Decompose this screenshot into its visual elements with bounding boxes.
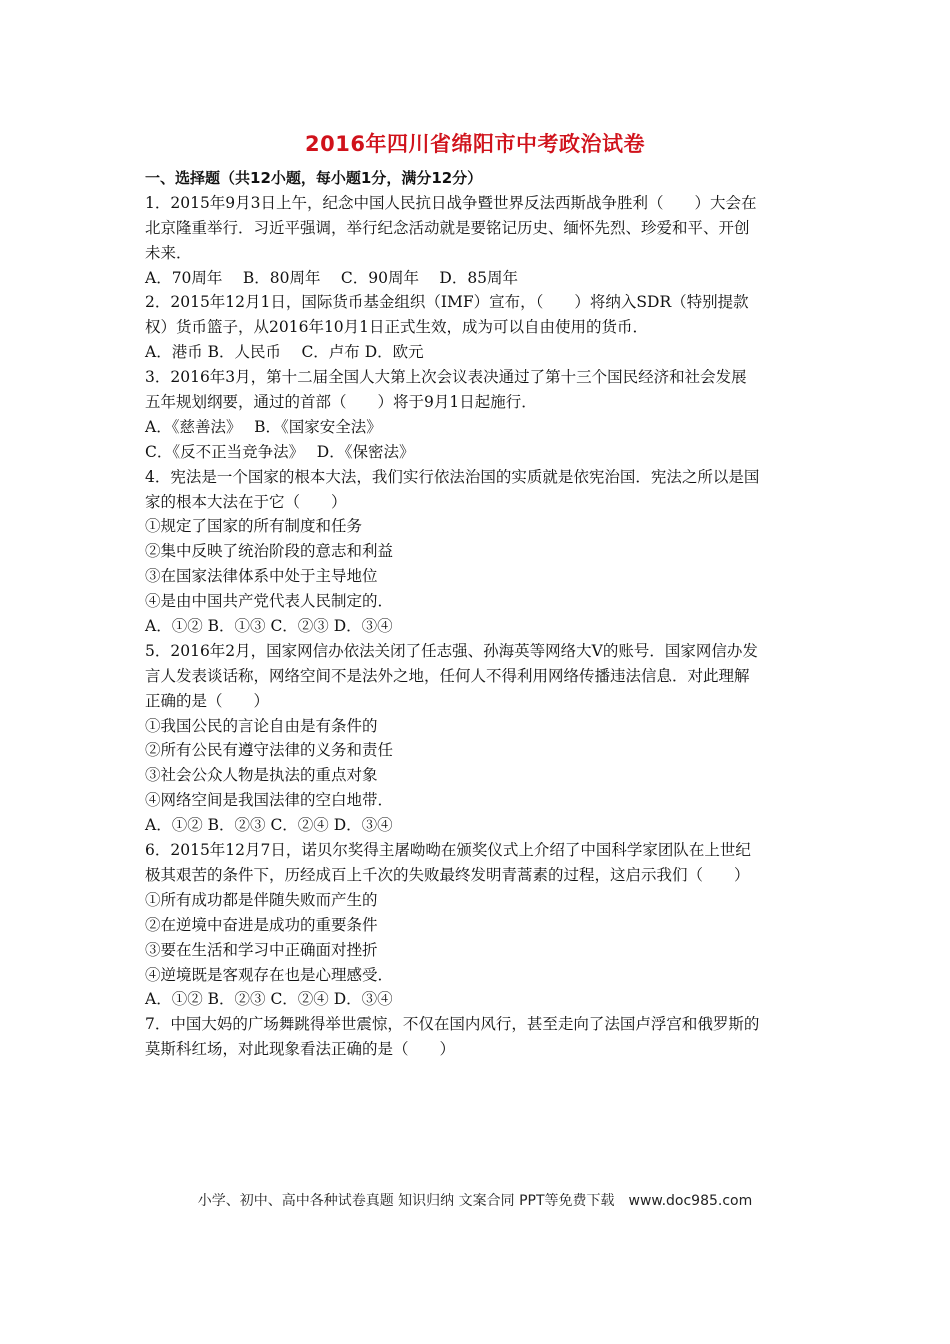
text-line: 北京隆重举行．习近平强调，举行纪念活动就是要铭记历史、缅怀先烈、珍爱和平、开创 [145,218,750,237]
text-line: A．港币 B．人民币 C．卢布 D．欧元 [145,343,424,362]
text-line: ①所有成功都是伴随失败而产生的 [145,890,378,909]
text-line: ④是由中国共产党代表人民制定的． [145,592,394,611]
text-line: 正确的是（ ） [145,691,270,710]
text-line: 未来． [145,243,192,262]
text-line: 3．2016年3月，第十二届全国人大第上次会议表决通过了第十三个国民经济和社会发展 [145,368,747,387]
text-line: 1．2015年9月3日上午，纪念中国人民抗日战争暨世界反法西斯战争胜利（ ）大会在 [145,193,757,212]
text-line: ②集中反映了统治阶段的意志和利益 [145,542,394,561]
text-line: ④网络空间是我国法律的空白地带． [145,791,394,810]
text-line: ④逆境既是客观存在也是心理感受． [145,965,394,984]
text-line: 6．2015年12月7日，诺贝尔奖得主屠呦呦在颁奖仪式上介绍了中国科学家团队在上世纪 [145,841,751,860]
text-line: 言人发表谈话称，网络空间不是法外之地，任何人不得利用网络传播违法信息．对此理解 [145,666,750,685]
text-line: A．①② B．①③ C．②③ D．③④ [145,617,393,636]
exam-content [145,166,815,1062]
text-line: 5．2016年2月，国家网信办依法关闭了任志强、孙海英等网络大V的账号．国家网信办发 [145,641,758,660]
page-title: 2016年四川省绵阳市中考政治试卷 [305,132,645,156]
question-text-block [145,191,815,1062]
text-line: 极其艰苦的条件下，历经成百上千次的失败最终发明青蒿素的过程，这启示我们（ ） [145,865,750,884]
text-line: 4．宪法是一个国家的根本大法，我们实行依法治国的实质就是依宪治国．宪法之所以是国 [145,467,760,486]
text-line: A．70周年 B．80周年 C．90周年 D．85周年 [145,268,519,287]
text-line: A．《慈善法》 B．《国家安全法》 [145,417,382,436]
text-line: ①规定了国家的所有制度和任务 [145,517,363,536]
text-line: ③社会公众人物是执法的重点对象 [145,766,378,785]
text-line: ①我国公民的言论自由是有条件的 [145,716,378,735]
text-line: ②在逆境中奋进是成功的重要条件 [145,915,378,934]
text-line: 7．中国大妈的广场舞跳得举世震惊，不仅在国内风行，甚至走向了法国卢浮宫和俄罗斯的 [145,1015,760,1034]
text-line: C．《反不正当竞争法》 D．《保密法》 [145,442,415,461]
text-line: 权）货币篮子，从2016年10月1日正式生效，成为可以自由使用的货币． [145,318,649,337]
text-line: A．①② B．②③ C．②④ D．③④ [145,990,393,1009]
text-line: A．①② B．②③ C．②④ D．③④ [145,816,393,835]
text-line: ②所有公民有遵守法律的义务和责任 [145,741,394,760]
text-line: 2．2015年12月1日，国际货币基金组织（IMF）宣布，（ ）将纳入SDR（特别提款 [145,293,749,312]
text-line: 莫斯科红场，对此现象看法正确的是（ ） [145,1040,456,1059]
text-line: 五年规划纲要，通过的首部（ ）将于9月1日起施行． [145,393,537,412]
section-heading: 一、选择题（共12小题，每小题1分，满分12分） [145,169,483,187]
text-line: ③要在生活和学习中正确面对挫折 [145,940,378,959]
text-line: ③在国家法律体系中处于主导地位 [145,567,378,586]
page-footer: 小学、初中、高中各种试卷真题 知识归纳 文案合同 PPT等免费下载 www.doc985.com [197,1193,753,1209]
text-line: 家的根本大法在于它（ ） [145,492,347,511]
